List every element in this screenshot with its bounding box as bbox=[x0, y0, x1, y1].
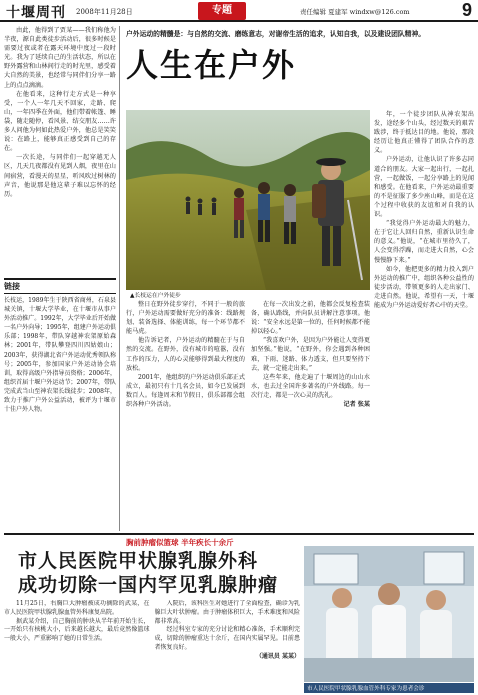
paragraph: 经过科室专家的充分讨论和精心准备，手术顺利完成，切除的肿瘤重达十余斤，在国内实属罕见。目前患者恢复良好。 bbox=[154, 626, 300, 651]
paragraph: 在每一次出发之前，他都会反复检查装备，确认路线，并向队员讲解注意事项。他说：“安全永远是第一位的，任何时候都不能掉以轻心。” bbox=[251, 301, 370, 336]
editor-line: 责任编辑 夏建军 windxw@126.com bbox=[300, 8, 410, 16]
paper-name: 十堰周刊 bbox=[6, 5, 66, 21]
column-divider bbox=[119, 26, 120, 531]
paragraph: 这些年来，他走遍了十堰周边的山山水水，也去过全国许多著名的户外线路。每一次行走，都是一次心灵的洗礼。 bbox=[251, 373, 370, 399]
paragraph: “我喜欢户外，是因为户外能让人变得更加坚强。”他说，“在野外，你会遇到各种困难，下雨、迷路、体力透支，但只要坚持下去，就一定能走出来。” bbox=[251, 337, 370, 372]
paragraph: “我觉得户外运动最大的魅力，在于它让人回归自然，重新认识生命的意义。”他说，“在城市里待久了，人会变得浮躁，而走进大自然，心会慢慢静下来。” bbox=[374, 220, 474, 264]
photo-caption: ▲长枝运在户外徒步 bbox=[126, 290, 370, 298]
byline: （通讯员 某某） bbox=[255, 652, 300, 660]
masthead bbox=[0, 0, 478, 22]
links-body: 长枝运，1989年生于陕西省商州，石泉县城关镇，十堰大学毕业，在十堰市从事户外活动推广。1992年，大学毕业后开始做一名户外向导；1995年，组建户外运动俱乐部；1998年，带队穿越神农架原始森林；2001年，带队攀登四川四姑娘山；2003年，获得湖北省户外运动优秀领队称号；2005年，参加国家户外运动协会培训，取得高级户外指导员资格；2006年，组织首届十堰户外运动节；2007年，带队完成武当山至神农架长线徒步；2008年，致力于推广户外公益活动，被评为十堰市十佳户外人物。 bbox=[4, 297, 116, 414]
paragraph: 入院后，该科医生对她进行了全面检查，确诊为乳腺巨大叶状肿瘤。由于肿瘤体积巨大，手术难度和风险都非常高。 bbox=[154, 600, 300, 625]
paragraph: 整日在野外徒步穿行，不同于一般的旅行，户外运动需要做好充分的准备：线路规划、装备选择、体能训练，每一个环节都不能马虎。 bbox=[126, 301, 245, 336]
paragraph: 一次长途，与同伴们一起穿越无人区，几天几夜都没有见到人烟，夜里在山间宿营，看漫天的星星，听风吹过树林的声音，他说那是他这辈子难以忘怀的经历。 bbox=[4, 154, 116, 198]
bottom-story-kicker: 胸前肿瘤似篮球 半年疾长十余斤 bbox=[126, 538, 234, 547]
text-column bbox=[4, 600, 150, 691]
left-column-text bbox=[4, 26, 116, 274]
feature-title: 人生在户外 bbox=[126, 46, 297, 84]
section-tab: 专题 bbox=[198, 2, 246, 20]
section-divider bbox=[4, 533, 474, 535]
paragraph: 11月25日，右胸巨大肿瘤被成功摘除的武某，在市人民医院甲状腺乳腺血管外科康复出院。 bbox=[4, 600, 150, 616]
headline-line-1: 市人民医院甲状腺乳腺外科 bbox=[18, 550, 259, 572]
paragraph: 在他看来，这种行走方式是一种享受，一个人一年几天不回家，走路、爬山，一年四季在外面，他们带着帐篷、睡袋，随走随停，看风景、结交朋友……许多人问他为何如此热爱户外，他总是笑笑说：在路上，能够真正感受到自己的存在。 bbox=[4, 90, 116, 153]
paragraph: 由此，他得到了贾某——我们称他为半夜，源自此类徒步活动后，很多时候是需要过夜或者在露天环境中度过一段时光。我为了延续自己的生活状态，所以在野外露营和山林间行走的时光里，感受着大自然的美景，也经常与同伴们分享一路上的点点滴滴。 bbox=[4, 27, 116, 89]
paragraph: 如今，他把更多的精力投入到户外运动的推广中，组织各种公益性的徒步活动，带领更多的人走出家门、走进自然。他说，希望有一天，十堰能成为户外运动爱好者心中的天堂。 bbox=[374, 265, 474, 309]
hikers-photo bbox=[126, 110, 370, 290]
doctors-illustration bbox=[304, 546, 474, 682]
text-column bbox=[251, 300, 370, 530]
feature-body bbox=[126, 300, 370, 530]
paragraph: 2001年，他组织的户外运动俱乐部正式成立，最初只有十几名会员，如今已发展到数百人。每逢周末和节假日，俱乐部都会组织各种户外活动。 bbox=[126, 373, 245, 409]
doctors-photo bbox=[304, 546, 474, 682]
bottom-story-body bbox=[4, 600, 300, 691]
paragraph: 据武某介绍，自己胸前的肿块从半年前开始生长，一开始只有核桃大小，后来越长越大，最后竟然像篮球一般大小，严重影响了她的日常生活。 bbox=[4, 617, 150, 643]
text-column bbox=[126, 300, 245, 530]
bottom-story-headline bbox=[18, 549, 278, 597]
byline: 记者 张某 bbox=[343, 401, 370, 409]
paragraph: 年，一个徒步团队从神农架出发，途经多个山头，经过数天的艰苦跋涉，终于抵达目的地。他说，那段经历让他真正懂得了团队合作的意义。 bbox=[374, 111, 474, 155]
feature-subtitle: 户外运动的精髓是：与自然的交流、磨练意志，对谢帝生活的追求，认知自我，以及建设团队精神。 bbox=[126, 30, 426, 38]
paragraph: 户外运动，让他认识了许多志同道合的朋友。大家一起出行，一起扎营，一起做饭，一起分享路上的见闻和感受。在他看来，户外运动最重要的不是征服了多少座山峰，而是在这个过程中收获的友谊和对自我的认识。 bbox=[374, 156, 474, 219]
links-box bbox=[4, 278, 116, 530]
paragraph: 他告诉记者，户外运动的精髓在于与自然的交流。在野外，没有城市的喧嚣，没有工作的压力，人的心灵能够得到最大程度的放松。 bbox=[126, 337, 245, 372]
right-column-text bbox=[374, 110, 474, 530]
page-number: 9 bbox=[461, 0, 472, 20]
text-column bbox=[155, 600, 301, 691]
issue-date: 2008年11月28日 bbox=[76, 8, 133, 16]
doctors-photo-caption: 市人民医院甲状腺乳腺血管外科专家为患者会诊 bbox=[304, 683, 474, 693]
links-heading: 链接 bbox=[4, 278, 116, 294]
headline-line-2: 成功切除一国内罕见乳腺肿瘤 bbox=[18, 574, 279, 596]
hikers-illustration bbox=[126, 110, 370, 290]
